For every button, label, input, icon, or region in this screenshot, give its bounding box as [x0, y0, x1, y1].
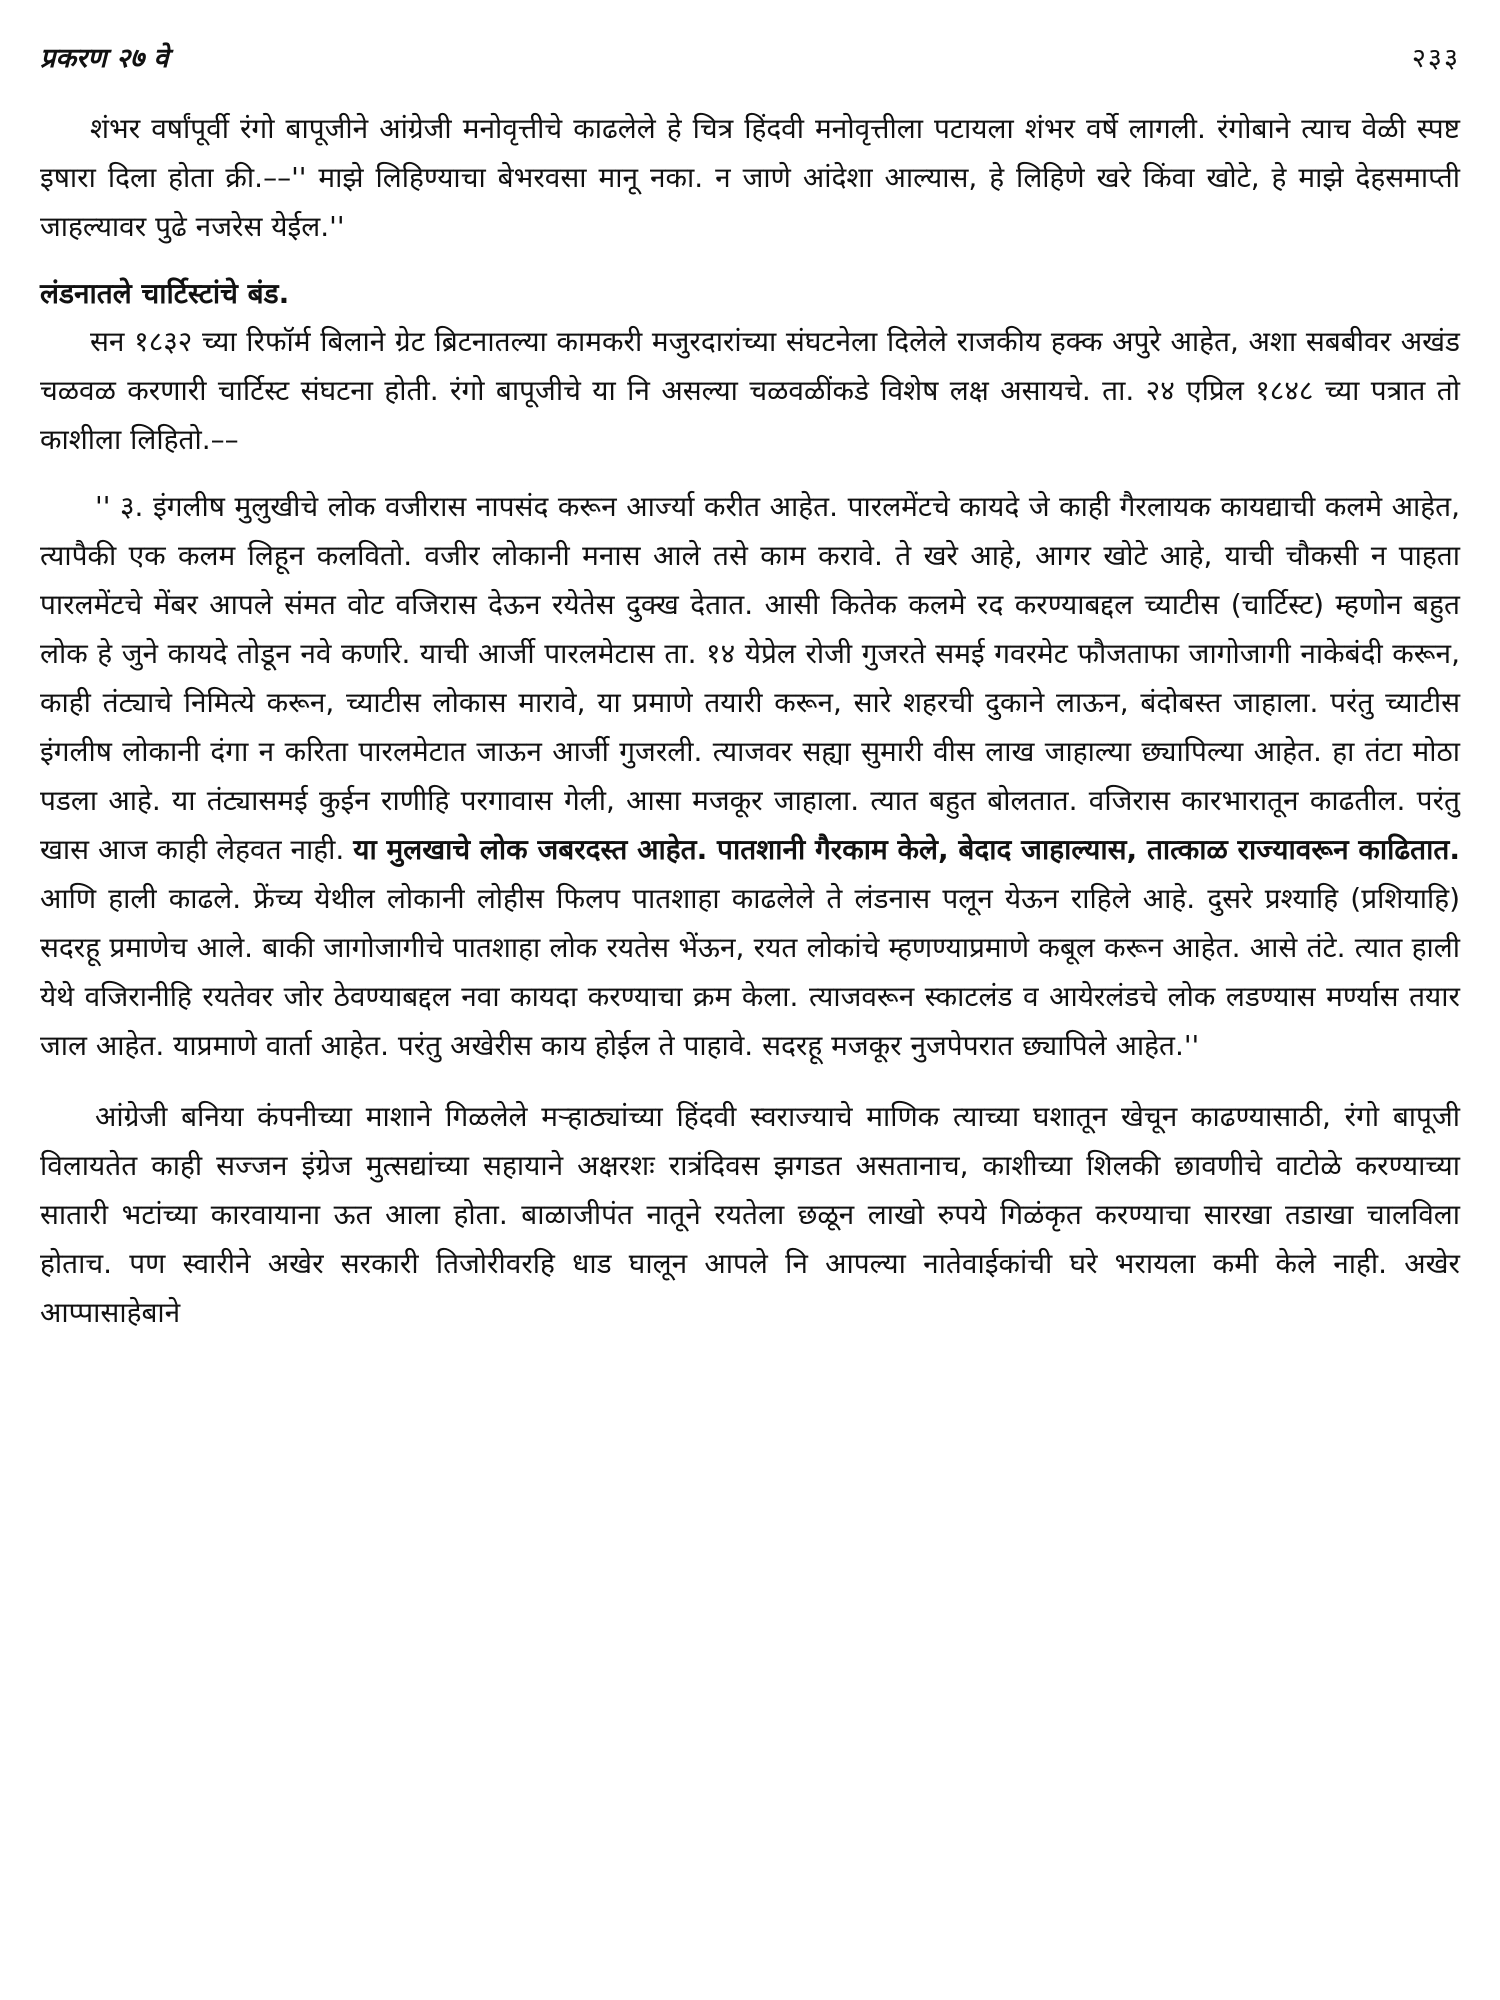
chapter-title: प्रकरण २७ वे: [40, 43, 169, 74]
quote-text-end: आणि हाली काढले. फ्रेंच्य येथील लोकानी लोहीस फिलप पातशाहा काढलेले ते लंडनास पलून येऊन राहिले आहे. दुसरे प्रश्याहि (प्रशियाहि) सदरहू प्रमाणेच आले. बाकी जागोजागीचे पातशाहा लोक रयतेस भेंऊन, रयत लोकांचे म्हणण्याप्रमाणे कबूल करून आहेत. आसे तंटे. त्यात हाली येथे वजिरानीहि रयतेवर जोर ठेवण्याबद्दल नवा कायदा करण्याचा क्रम केला. त्याजवरून स्काटलंड व आयेरलंडचे लोक लडण्यास मर्ण्यास तयार जाल आहेत. याप्रमाणे वार्ता आहेत. परंतु अखेरीस काय होईल ते पाहावे. सदरहू मजकूर नुजपेपरात छ्यापिले आहेत.'': [40, 882, 1460, 1062]
paragraph-closing: आंग्रेजी बनिया कंपनीच्या माशाने गिळलेले मऱ्हाठ्यांच्या हिंदवी स्वराज्याचे माणिक त्याच्या घशातून खेचून काढण्यासाठी, रंगो बापूजी विलायतेत काही सज्जन इंग्रेज मुत्सद्यांच्या सहायाने अक्षरशः रात्रंदिवस झगडत असतानाच, काशीच्या शिलकी छावणीचे वाटोळे करण्याच्या सातारी भटांच्या कारवायाना ऊत आला होता. बाळाजीपंत नातूने रयतेला छळून लाखो रुपये गिळंकृत करण्याचा सारखा तडाखा चालविला होताच. पण स्वारीने अखेर सरकारी तिजोरीवरहि धाड घालून आपले नि आपल्या नातेवाईकांची घरे भरायला कमी केले नाही. अखेर आप्पासाहेबाने: [40, 1100, 1460, 1329]
quote-text-start: '' ३. इंगलीष मुलुखीचे लोक वजीरास नापसंद करून आर्ज्या करीत आहेत. पारलमेंटचे कायदे जे काही गैरलायक कायद्याची कलमे आहेत, त्यापैकी एक कलम लिहून कलवितो. वजीर लोकानी मनास आले तसे काम करावे. ते खरे आहे, आगर खोटे आहे, याची चौकसी न पाहता पारलमेंटचे मेंबर आपले संमत वोट वजिरास देऊन रयेतेस दुक्ख देतात. आसी कितेक कलमे रद करण्याबद्दल च्याटीस (चार्टिस्ट) म्हणोन बहुत लोक हे जुने कायदे तोडून नवे कर्णारे. याची आर्जी पारलमेटास ता. १४ येप्रेल रोजी गुजरते समई गवरमेट फौजताफा जागोजागी नाकेबंदी करून, काही तंट्याचे निमित्ये करून, च्याटीस लोकास मारावे, या प्रमाणे तयारी करून, सारे शहरची दुकाने लाऊन, बंदोबस्त जाहाला. परंतु च्याटीस इंगलीष लोकानी दंगा न करिता पारलमेटात जाऊन आर्जी गुजरली. त्याजवर सह्या सुमारी वीस लाख जाहाल्या छ्यापिल्या आहेत. हा तंटा मोठा पडला आहे. या तंट्यासमई कुईन राणीहि परगावास गेली, आसा मजकूर जाहाला. त्यात बहुत बोलतात. वजिरास कारभारातून काढतील. परंतु खास आज काही लेहवत नाही.: [40, 490, 1460, 866]
page-number: २३३: [1411, 43, 1460, 74]
section-heading: लंडनातले चार्टिस्टांचे बंड.: [40, 277, 290, 310]
paragraph-opening: शंभर वर्षांपूर्वी रंगो बापूजीने आंग्रेजी मनोवृत्तीचे काढलेले हे चित्र हिंदवी मनोवृत्तीला पटायला शंभर वर्षे लागली. रंगोबाने त्याच वेळी स्पष्ट इषारा दिला होता क्री.––'' माझे लिहिण्याचा बेभरवसा मानू नका. न जाणे आंदेशा आल्यास, हे लिहिणे खरे किंवा खोटे, हे माझे देहसमाप्ती जाहल्यावर पुढे नजरेस येईल.'': [40, 112, 1460, 243]
paragraph-chartists: सन १८३२ च्या रिफॉर्म बिलाने ग्रेट ब्रिटनातल्या कामकरी मजुरदारांच्या संघटनेला दिलेले राजकीय हक्क अपुरे आहेत, अशा सबबीवर अखंड चळवळ करणारी चार्टिस्ट संघटना होती. रंगो बापूजीचे या नि असल्या चळवळींकडे विशेष लक्ष असायचे. ता. २४ एप्रिल १८४८ च्या पत्रात तो काशीला लिहितो.––: [40, 325, 1460, 456]
page-header: [40, 38, 1460, 94]
quote-bold-text: या मुलखाचे लोक जबरदस्त आहेत. पातशानी गैरकाम केले, बेदाद जाहाल्यास, तात्काळ राज्यावरून काढितात.: [353, 833, 1460, 866]
letter-quote: [40, 482, 1460, 1070]
